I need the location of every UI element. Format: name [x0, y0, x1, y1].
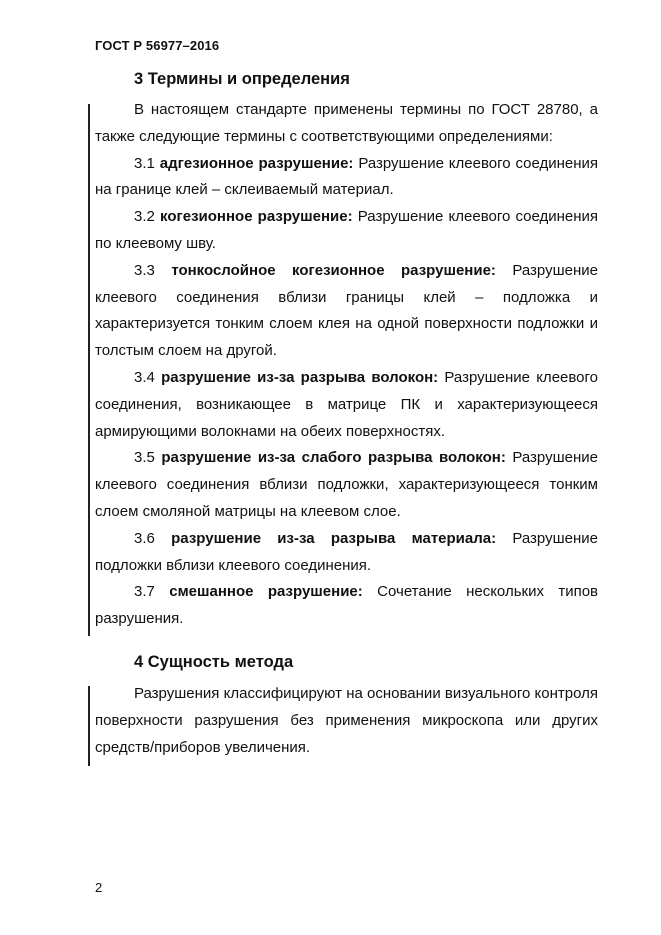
term-item — [95, 151, 598, 205]
term-number: 3.2 — [134, 208, 155, 226]
section-4-title: 4 Сущность метода — [134, 653, 294, 671]
term-definition: Разрушение клеевого соединения по клеевому шву. — [95, 208, 599, 252]
term-definition: Разрушение подложки вблизи клеевого соединения. — [95, 529, 598, 574]
section-3-title: 3 Термины и определения — [134, 70, 350, 88]
term-name: когезионное разрушение: — [160, 208, 353, 226]
term-name: разрушение из-за слабого разрыва волокон: — [161, 449, 506, 467]
section-3-intro: В настоящем стандарте применены термины по ГОСТ 28780, а также следующие термины с соответствующими определениями: — [95, 101, 598, 145]
term-name: разрушение из-за разрыва материала: — [171, 529, 497, 547]
term-number: 3.5 — [134, 449, 155, 467]
term-number: 3.6 — [134, 529, 155, 547]
change-bar — [88, 104, 90, 636]
document-header: ГОСТ Р 56977–2016 — [95, 38, 220, 53]
term-definition: Разрушение клеевого соединения вблизи границы клей – подложка и характеризуется тонким слоем клея на одной поверхности подложки и толстым слоем на другой. — [95, 261, 598, 360]
page-number: 2 — [95, 880, 103, 895]
term-number: 3.3 — [134, 261, 155, 279]
term-definition: Разрушение клеевого соединения, возникающее в матрице ПК и характеризующееся армирующими волокнами на обеих поверхностях. — [95, 368, 598, 440]
term-definition: Разрушение клеевого соединения на границе клей – склеиваемый материал. — [95, 154, 599, 199]
term-number: 3.7 — [134, 583, 155, 601]
term-item — [95, 579, 598, 633]
section-4-body — [95, 681, 598, 761]
term-item — [95, 445, 598, 525]
term-item — [95, 204, 598, 258]
change-bar — [88, 686, 90, 766]
term-definition: Разрушение клеевого соединения вблизи подложки, характеризующееся тонким слоем смоляной матрицы на клеевом слое. — [95, 449, 598, 520]
section-3-body — [95, 97, 598, 633]
term-number: 3.1 — [134, 154, 155, 172]
term-number: 3.4 — [134, 368, 155, 386]
term-item — [95, 365, 598, 445]
section-4-text: Разрушения классифицируют на основании визуального контроля поверхности разрушения без применения микроскопа или других средств/приборов увеличения. — [95, 685, 598, 756]
term-name: адгезионное разрушение: — [159, 154, 354, 172]
term-definition: Сочетание нескольких типов разрушения. — [95, 583, 599, 628]
term-item — [95, 526, 598, 580]
term-item — [95, 258, 598, 365]
term-name: смешанное разрушение: — [169, 583, 363, 601]
term-name: разрушение из-за разрыва волокон: — [161, 368, 439, 386]
term-name: тонкослойное когезионное разрушение: — [171, 261, 496, 279]
